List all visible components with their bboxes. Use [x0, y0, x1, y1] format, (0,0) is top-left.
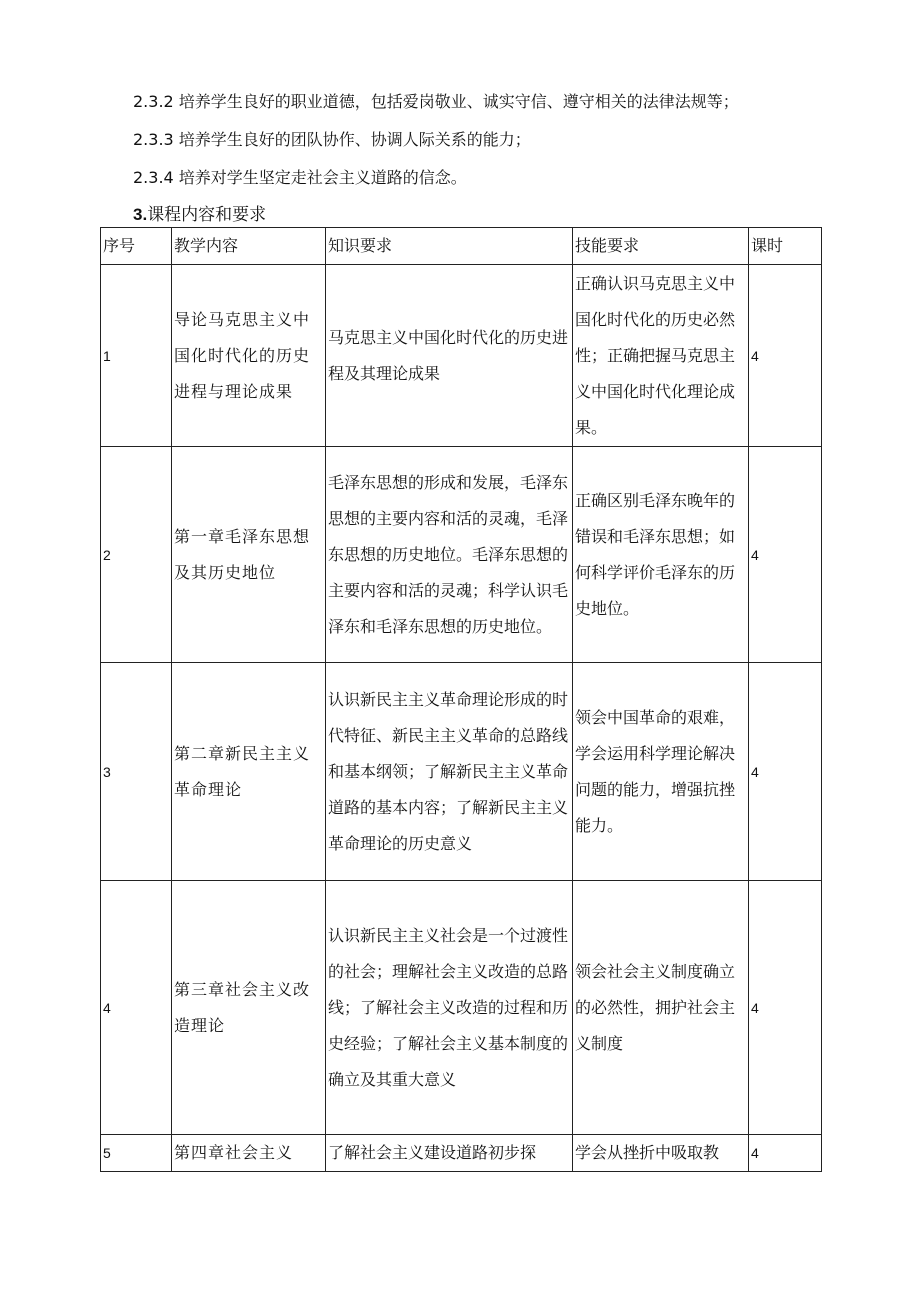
cell-knowledge: 认识新民主主义革命理论形成的时代特征、新民主主义革命的总路线和基本纲领；了解新民主主义革命道路的基本内容；了解新民主主义革命理论的历史意义 [326, 663, 573, 881]
cell-knowledge: 马克思主义中国化时代化的历史进程及其理论成果 [326, 265, 573, 447]
header-skill: 技能要求 [573, 228, 749, 265]
table-row [101, 447, 822, 663]
cell-hours: 4 [749, 265, 822, 447]
cell-topic: 第四章社会主义 [172, 1135, 326, 1172]
cell-skill: 领会中国革命的艰难，学会运用科学理论解决问题的能力，增强抗挫能力。 [573, 663, 749, 881]
cell-knowledge: 认识新民主主义社会是一个过渡性的社会；理解社会主义改造的总路线；了解社会主义改造的过程和历史经验；了解社会主义基本制度的确立及其重大意义 [326, 881, 573, 1135]
table-row [101, 663, 822, 881]
paragraph-2-3-3: 2.3.3 培养学生良好的团队协作、协调人际关系的能力； [133, 130, 531, 149]
cell-topic: 第一章毛泽东思想及其历史地位 [172, 447, 326, 663]
cell-seq: 1 [101, 265, 172, 447]
header-knowledge: 知识要求 [326, 228, 573, 265]
cell-topic: 第三章社会主义改造理论 [172, 881, 326, 1135]
table-row [101, 1135, 822, 1172]
section-number: 3. [133, 205, 148, 224]
cell-skill: 领会社会主义制度确立的必然性，拥护社会主义制度 [573, 881, 749, 1135]
paragraph-2-3-2: 2.3.2 培养学生良好的职业道德，包括爱岗敬业、诚实守信、遵守相关的法律法规等； [133, 92, 739, 111]
cell-seq: 3 [101, 663, 172, 881]
cell-hours: 4 [749, 1135, 822, 1172]
cell-knowledge: 毛泽东思想的形成和发展，毛泽东思想的主要内容和活的灵魂，毛泽东思想的历史地位。毛泽东思想的主要内容和活的灵魂；科学认识毛泽东和毛泽东思想的历史地位。 [326, 447, 573, 663]
cell-skill: 正确区别毛泽东晚年的错误和毛泽东思想；如何科学评价毛泽东的历史地位。 [573, 447, 749, 663]
course-content-table [100, 227, 822, 1172]
section-title [133, 204, 266, 226]
table-row [101, 881, 822, 1135]
cell-seq: 2 [101, 447, 172, 663]
cell-hours: 4 [749, 447, 822, 663]
header-topic: 教学内容 [172, 228, 326, 265]
cell-hours: 4 [749, 663, 822, 881]
cell-topic: 第二章新民主主义革命理论 [172, 663, 326, 881]
cell-knowledge: 了解社会主义建设道路初步探 [326, 1135, 573, 1172]
header-hours: 课时 [749, 228, 822, 265]
cell-seq: 5 [101, 1135, 172, 1172]
table-row [101, 265, 822, 447]
cell-skill: 正确认识马克思主义中国化时代化的历史必然性；正确把握马克思主义中国化时代化理论成果。 [573, 265, 749, 447]
cell-hours: 4 [749, 881, 822, 1135]
cell-seq: 4 [101, 881, 172, 1135]
table-header-row [101, 228, 822, 265]
paragraph-2-3-4: 2.3.4 培养对学生坚定走社会主义道路的信念。 [133, 168, 467, 187]
cell-topic: 导论马克思主义中国化时代化的历史进程与理论成果 [172, 265, 326, 447]
header-seq: 序号 [101, 228, 172, 265]
section-title-text: 课程内容和要求 [147, 205, 267, 225]
cell-skill: 学会从挫折中吸取教 [573, 1135, 749, 1172]
